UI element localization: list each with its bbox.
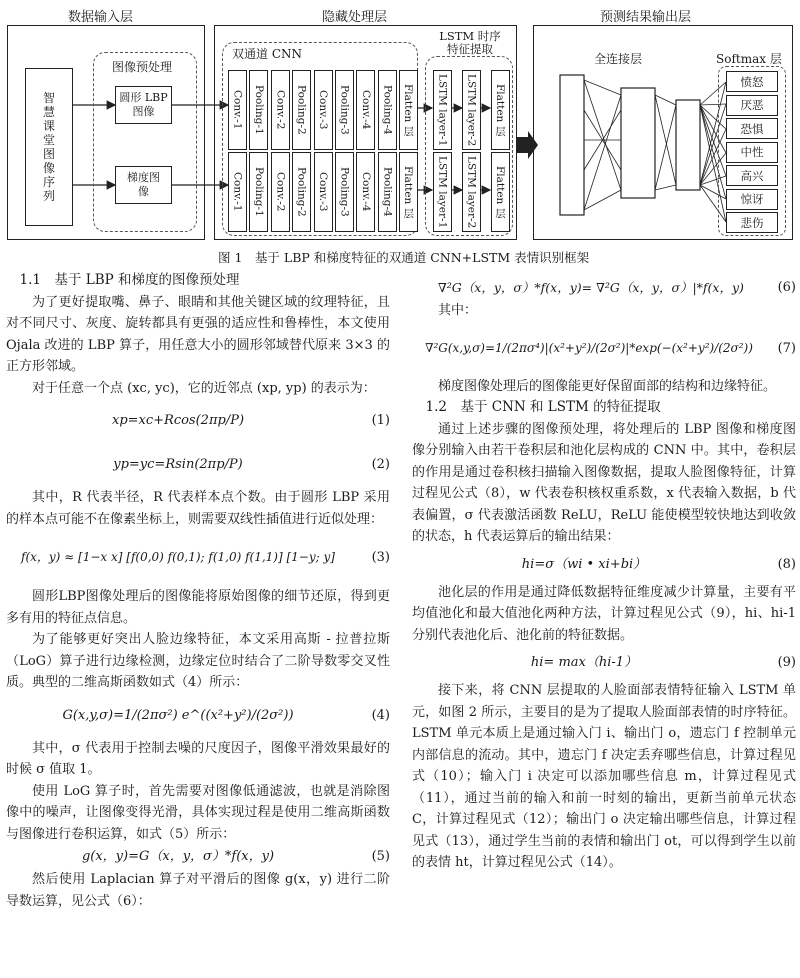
equation-5-number: (5)	[371, 849, 390, 865]
equation-7	[412, 322, 796, 376]
equation-3-number: (3)	[371, 550, 390, 566]
cnn-bottom-layer-7: Conv.-4	[356, 152, 375, 232]
left-column	[6, 270, 390, 912]
left-paragraph-6: 其中，σ 代表用于控制去噪的尺度因子，图像平滑效果最好的时候 σ 值取 1。	[6, 740, 390, 777]
preprocess-label: 图像预处理	[112, 60, 173, 74]
layer-input-label: 数据输入层	[68, 10, 134, 25]
lbp-image-box: 圆形 LBP 图像	[115, 86, 172, 124]
lstm-top-layer-1: LSTM layer-1	[433, 70, 452, 150]
equation-6	[412, 276, 796, 300]
equation-1	[6, 399, 390, 443]
right-column	[412, 276, 796, 874]
cnn-bottom-layer-4: Pooling-2	[292, 152, 311, 232]
cnn-bottom-layer-3: Conv.-2	[271, 152, 290, 232]
cnn-bottom-layer-6: Pooling-3	[335, 152, 354, 232]
emotion-4: 中性	[726, 142, 778, 163]
left-paragraph-2: 对于任意一个点 (xc, yc)，它的近邻点 (xp, yp) 的表示为：	[32, 380, 376, 396]
cnn-top-layer-1: Conv.-1	[228, 70, 247, 150]
layer-output-label: 预测结果输出层	[600, 10, 692, 25]
left-paragraph-3: 其中，R 代表半径，R 代表样本点个数。由于圆形 LBP 采用的样本点可能不在像素坐标上，则需要双线性插值进行近似处理：	[6, 490, 390, 527]
equation-2-body: yp=yc=Rsin(2πp/P)	[113, 457, 243, 473]
equation-8	[412, 548, 796, 582]
equation-7-number: (7)	[777, 340, 796, 356]
emotion-1: 愤怒	[726, 71, 778, 92]
right-paragraph-4: 接下来，将 CNN 层提取的人脸面部表情特征输入 LSTM 单元，如图 2 所示，主要目的是为了提取人脸面部表情的时序特征。LSTM 单元本质上是通过输入门 i、输出门 o，遗忘门 f 控制单元内部信息的流动。其中，遗忘门 f 决定丢弃哪些信息，计算过程见式（10）；输入门 i 决定可以添加哪些信息 m，计算过程见式（11），通过当前的输入和前一时刻的输出，更新当前单元状态 C，计算过程见式（12）；输出门 o 决定输出哪些信息，计算过程见式（13），通过学生当前的表情和输出门 ot，可以得到学生以前的表情 ht，计算过程见公式（14）。	[412, 683, 796, 870]
equation-9-number: (9)	[777, 655, 796, 671]
equation-1-body: xp=xc+Rcos(2πp/P)	[111, 413, 245, 429]
cnn-top-layer-7: Conv.-4	[356, 70, 375, 150]
right-paragraph-3: 池化层的作用是通过降低数据特征维度减少计算量，主要有平均值池化和最大值池化两种方法，计算过程见公式（9），hi、hi-1 分别代表池化后、池化前的特征数据。	[412, 584, 796, 643]
equation-8-number: (8)	[777, 556, 796, 572]
equation-4-number: (4)	[371, 707, 390, 723]
equation-7-body: ∇²G(x,y,σ)=1/(2πσ⁴)|(x²+y²)/(2σ²)|*exp(−(x²+y²)/(2σ²))	[425, 340, 753, 355]
equation-1-number: (1)	[371, 413, 390, 429]
cnn-bottom-layer-8: Pooling-4	[378, 152, 397, 232]
emotion-5: 高兴	[726, 165, 778, 186]
equation-3	[6, 530, 390, 586]
emotion-7: 悲伤	[726, 212, 778, 233]
section-1-2-heading: 1.2 基于 CNN 和 LSTM 的特征提取	[425, 399, 661, 415]
lstm-top-layer-3: Flatten 层	[491, 70, 510, 150]
equation-9	[412, 646, 796, 680]
right-paragraph-1: 梯度图像处理后的图像能更好保留面部的结构和边缘特征。	[438, 378, 777, 394]
layer-hidden-label: 隐藏处理层	[322, 10, 388, 25]
equation-2-number: (2)	[371, 457, 390, 473]
equation-8-body: hi=σ（wi • xi+bi）	[521, 556, 647, 572]
cnn-bottom-layer-9: Flatten 层	[399, 152, 418, 232]
section-1-1-heading: 1.1 基于 LBP 和梯度的图像预处理	[19, 272, 240, 288]
cnn-top-layer-4: Pooling-2	[292, 70, 311, 150]
left-paragraph-5: 为了能够更好突出人脸边缘特征，本文采用高斯 - 拉普拉斯（LoG）算子进行边缘检测，边缘定位时结合了二阶导数零交叉性质。典型的二维高斯函数如式（4）所示：	[6, 632, 390, 690]
framework-figure	[0, 0, 800, 265]
cnn-bottom-layer-1: Conv.-1	[228, 152, 247, 232]
cnn-top-layer-3: Conv.-2	[271, 70, 290, 150]
emotion-6: 惊讶	[726, 189, 778, 210]
input-sequence-box	[25, 68, 73, 226]
left-paragraph-8: 然后使用 Laplacian 算子对平滑后的图像 g(x，y) 进行二阶导数运算，见公式（6）：	[6, 872, 390, 909]
dual-cnn-label: 双通道 CNN	[232, 47, 302, 61]
equation-9-body: hi= max（hi-1）	[530, 655, 638, 671]
lstm-bottom-layer-2: LSTM layer-2	[462, 152, 481, 232]
figure-caption: 图 1 基于 LBP 和梯度特征的双通道 CNN+LSTM 表情识别框架	[218, 250, 590, 265]
equation-4-body: G(x,y,σ)=1/(2πσ²) e^((x²+y²)/(2σ²))	[62, 707, 294, 723]
cnn-bottom-layer-5: Conv.-3	[314, 152, 333, 232]
equation-3-body: f(x，y) ≈ [1−x x] [f(0,0) f(0,1); f(1,0) f(1,1)] [1−y; y]	[21, 550, 335, 565]
left-paragraph-7: 使用 LoG 算子时，首先需要对图像低通滤波，也就是消除图像中的噪声，让图像变得光滑，具体实现过程是使用二维高斯函数与图像进行卷积运算，如式（5）所示：	[6, 783, 390, 842]
equation-4	[6, 694, 390, 738]
input-sequence-text: 智慧课堂图像序列	[42, 91, 55, 203]
cnn-top-layer-9: Flatten 层	[399, 70, 418, 150]
equation-5	[6, 845, 390, 869]
emotion-2: 厌恶	[726, 95, 778, 116]
left-paragraph-1: 为了更好提取嘴、鼻子、眼睛和其他关键区域的纹理特征，且对不同尺寸、灰度、旋转都具有更强的适应性和鲁棒性，本文使用 Ojala 改进的 LBP 算子，用任意大小的圆形邻域替代原来 3×3 的正方形邻域。	[6, 294, 390, 374]
lstm-bottom-layer-3: Flatten 层	[491, 152, 510, 232]
preprocess-group	[93, 52, 197, 232]
cnn-top-layer-5: Conv.-3	[314, 70, 333, 150]
gradient-image-box: 梯度图像	[115, 166, 172, 204]
cnn-bottom-layer-2: Pooling-1	[249, 152, 268, 232]
equation-6-body: ∇²G（x，y，σ）*f(x，y)= ∇²G（x，y，σ）|*f(x，y)	[438, 280, 744, 296]
softmax-label: Softmax 层	[716, 52, 782, 66]
lstm-bottom-layer-1: LSTM layer-1	[433, 152, 452, 232]
right-paragraph-2: 通过上述步骤的图像预处理，将处理后的 LBP 图像和梯度图像分别输入由若干卷积层和池化层构成的 CNN 中。其中，卷积层的作用是通过卷积核扫描输入图像数据，提取人脸图像特征，计算过程见公式（8），w 代表卷积核权重系数，x 代表输入数据，b 代表偏置，σ 代表激活函数 ReLU，ReLU 能使模型较快地达到收敛的状态，h 代表运算后的输出结果：	[412, 421, 796, 544]
lstm-top-layer-2: LSTM layer-2	[462, 70, 481, 150]
equation-2	[6, 443, 390, 487]
left-paragraph-4: 圆形LBP图像处理后的图像能将原始图像的细节还原，得到更多有用的特征点信息。	[6, 589, 390, 626]
cnn-top-layer-8: Pooling-4	[378, 70, 397, 150]
cnn-top-layer-6: Pooling-3	[335, 70, 354, 150]
emotion-3: 恐惧	[726, 118, 778, 139]
fc-label: 全连接层	[594, 52, 643, 66]
equation-5-body: g(x，y)=G（x，y，σ）*f(x，y)	[81, 849, 275, 865]
equation-6-number: (6)	[777, 280, 796, 296]
lstm-title: LSTM 时序特征提取	[439, 29, 501, 56]
cnn-top-layer-2: Pooling-1	[249, 70, 268, 150]
right-paragraph-0: 其中：	[438, 303, 478, 318]
